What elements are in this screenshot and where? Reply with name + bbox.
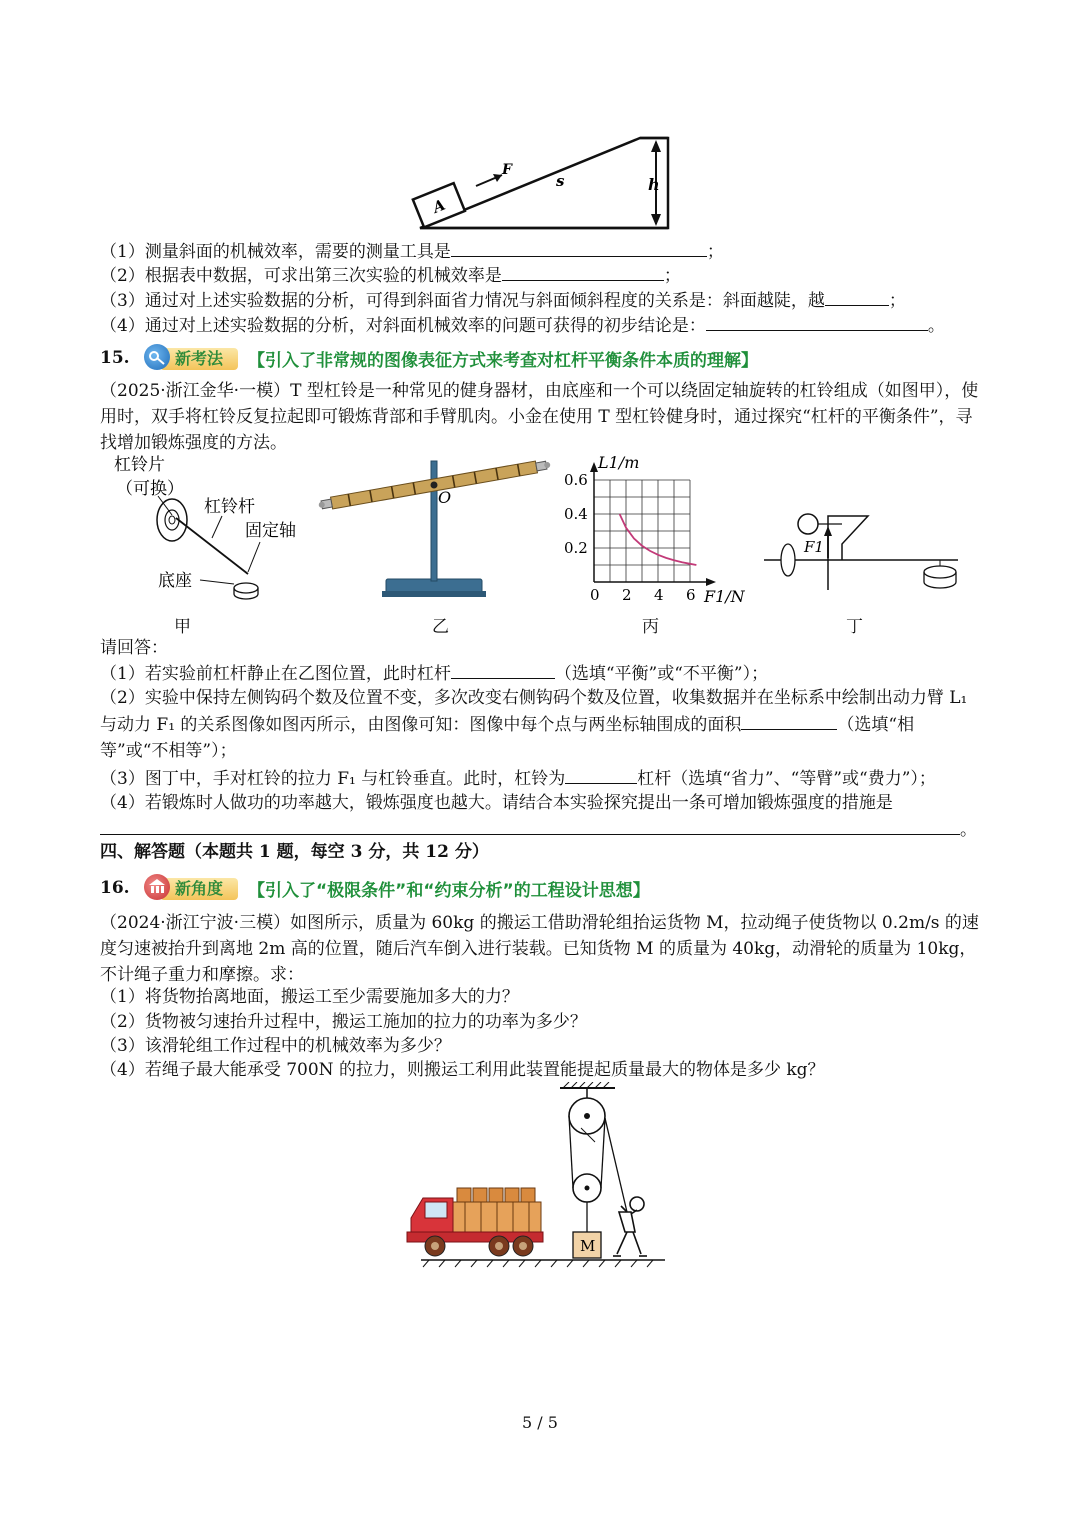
truck — [407, 1188, 543, 1256]
force-diagram — [758, 508, 980, 608]
lever-stand-figure — [318, 455, 558, 605]
y-axis-label: L1/m — [598, 453, 640, 472]
answer-blank[interactable] — [502, 262, 664, 281]
caption-yi: 乙 — [432, 617, 449, 637]
hand-circle — [798, 514, 818, 534]
key-icon — [144, 344, 170, 370]
answer-blank[interactable] — [451, 660, 555, 679]
answer-blank[interactable] — [565, 765, 637, 784]
t-barbell-figure — [100, 450, 320, 605]
topic-note: 【引入了非常规的图像表征方式来考查对杠杆平衡条件本质的理解】 — [248, 350, 758, 371]
worker — [613, 1197, 647, 1256]
incline-figure — [410, 128, 680, 236]
building-icon — [144, 874, 170, 900]
q15-part-2: （2）实验中保持左侧钩码个数及位置不变，多次改变右侧钩码个数及位置，收集数据并在坐标系中绘制出动力臂 L₁ 与动力 F₁ 的关系图像如图丙所示，由图像可知：图像中每个点与两坐标轴围成的面积 （选填“相等”或“不相等”）； — [100, 688, 968, 761]
svg-text:F1: F1 — [804, 538, 824, 556]
question-number: 16. — [100, 878, 130, 898]
question-number: 15. — [100, 348, 130, 368]
l1-f1-graph — [556, 448, 756, 608]
q14-line-3: （3）通过对上述实验数据的分析，可得到斜面省力情况与斜面倾斜程度的关系是：斜面越陡，越 ； — [100, 287, 980, 313]
answer-blank[interactable] — [100, 816, 960, 835]
q16-question-3: （3）该滑轮组工作过程中的机械效率为多少？ — [100, 1036, 451, 1056]
new-method-badge: 新考法 — [142, 344, 240, 372]
svg-text:杠铃杆: 杠铃杆 — [204, 497, 255, 517]
svg-text:h: h — [648, 175, 660, 194]
answer-blank[interactable] — [706, 312, 928, 331]
svg-text:固定轴: 固定轴 — [245, 521, 296, 541]
svg-text:A: A — [430, 195, 448, 217]
barbell-plate — [157, 499, 187, 541]
q16-question-1: （1）将货物抬离地面，搬运工至少需要施加多大的力？ — [100, 987, 519, 1007]
x-axis-arrow — [706, 578, 716, 586]
q15-part-4: （4）若锻炼时人做功的功率越大，锻炼强度也越大。请结合本实验探究提出一条可增加锻炼强度的措施是。 — [100, 793, 977, 840]
y-tick-label: 0.4 — [564, 505, 588, 523]
q15-intro: （2025·浙江金华·一模）T 型杠铃是一种常见的健身器材，由底座和一个可以绕固定轴旋转的杠铃组成（如图甲），使用时，双手将杠铃反复拉起即可锻炼背部和手臂肌肉。小金在使用 T 型杠铃健身时，通过探究“杠杆的平衡条件”，寻找增加锻炼强度的方法。 — [100, 381, 979, 453]
q16-question-4: （4）若绳子最大能承受 700N 的拉力，则搬运工利用此装置能提起质量最大的物体是多少 kg？ — [100, 1060, 825, 1080]
svg-text:杠铃片: 杠铃片 — [114, 455, 165, 475]
answer-blank[interactable] — [451, 238, 707, 257]
y-axis-arrow — [590, 462, 598, 472]
q15-part-1: （1）若实验前杠杆静止在乙图位置，此时杠杆 （选填“平衡”或“不平衡”）； — [100, 660, 980, 686]
pulley-truck-figure — [405, 1082, 675, 1272]
q14-line-2: （2）根据表中数据，可求出第三次实验的机械效率是 ； — [100, 262, 980, 288]
y-tick-label: 0.6 — [564, 471, 588, 489]
new-angle-badge: 新角度 — [142, 874, 240, 902]
caption-bing: 丙 — [642, 617, 659, 637]
barbell-base — [234, 583, 258, 593]
q16-intro: （2024·浙江宁波·三模）如图所示，质量为 60kg 的搬运工借助滑轮组抬运货物 M，拉动绳子使货物以 0.2m/s 的速度匀速被抬升到离地 2m 高的位置，随后汽车倒入进行装载。已知货物 M 的质量为 40kg，动滑轮的质量为 10kg，不计绳子重力和摩擦。求： — [100, 913, 979, 985]
svg-text:M: M — [580, 1237, 596, 1255]
answer-prompt: 请回答： — [100, 638, 168, 658]
q14-line-4: （4）通过对上述实验数据的分析，对斜面机械效率的问题可获得的初步结论是： 。 — [100, 312, 980, 338]
x-tick-label: 2 — [622, 586, 632, 604]
svg-text:（可换）: （可换） — [116, 479, 184, 499]
svg-text:F: F — [502, 162, 512, 178]
answer-blank[interactable] — [825, 287, 889, 306]
page-number: 5 / 5 — [522, 1413, 558, 1432]
q14-line-1: （1）测量斜面的机械效率，需要的测量工具是 ； — [100, 238, 980, 264]
svg-text:s: s — [556, 172, 565, 190]
q16-header — [100, 871, 650, 905]
q15-header — [100, 341, 758, 375]
y-tick-label: 0.2 — [564, 539, 588, 557]
x-tick-label: 0 — [590, 586, 600, 604]
answer-blank[interactable] — [741, 711, 837, 730]
svg-text:O: O — [438, 488, 452, 507]
caption-ding: 丁 — [846, 617, 863, 637]
block-a — [413, 183, 465, 227]
barbell-rod — [176, 518, 248, 574]
topic-note: 【引入了“极限条件”和“约束分析”的工程设计思想】 — [248, 880, 650, 901]
caption-jia: 甲 — [174, 617, 191, 637]
section-heading: 四、解答题（本题共 1 题，每空 3 分，共 12 分） — [100, 842, 489, 862]
x-tick-label: 4 — [654, 586, 664, 604]
x-tick-label: 6 — [686, 586, 696, 604]
x-axis-label: F1/N — [704, 587, 745, 606]
q16-question-2: （2）货物被匀速抬升过程中，搬运工施加的拉力的功率为多少？ — [100, 1012, 587, 1032]
pivot-point — [431, 482, 438, 489]
svg-text:底座: 底座 — [158, 571, 192, 591]
q15-part-3: （3）图丁中，手对杠铃的拉力 F₁ 与杠铃垂直。此时，杠铃为 杠杆（选填“省力”、“等臂”或“费力”）； — [100, 765, 980, 791]
